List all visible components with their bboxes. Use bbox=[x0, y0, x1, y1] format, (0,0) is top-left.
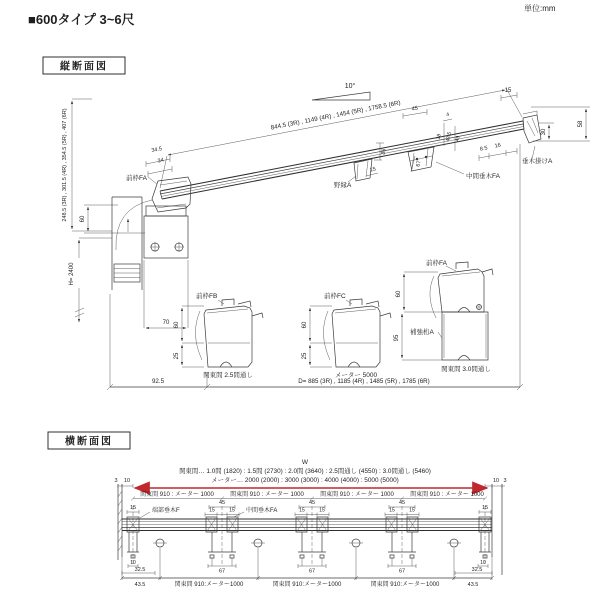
dim-front-height: 248.5 (3R) , 301.5 (4R) , 354.5 (5R) , 407 (6R) bbox=[62, 108, 68, 222]
dim-58: 58 bbox=[578, 120, 584, 128]
vertical-section-label bbox=[43, 57, 125, 74]
dim-8-5: 8.5 bbox=[479, 145, 489, 153]
span-b-2: 関東間 910:メーター1000 bbox=[272, 582, 342, 588]
dim-67-m3: 67 bbox=[398, 568, 406, 575]
dim-67-m2: 67 bbox=[308, 568, 316, 575]
dim-15-m3b: 15 bbox=[409, 507, 415, 514]
profile-fa-girder bbox=[394, 258, 493, 373]
dim-15-endR: 15 bbox=[481, 505, 489, 511]
dim-60-fb: 60 bbox=[174, 321, 180, 329]
post-height-dim bbox=[69, 238, 112, 322]
dim-15-top: 15 bbox=[504, 88, 512, 94]
vsec-bottom-dims bbox=[107, 144, 523, 390]
slope-angle: 10° bbox=[344, 83, 356, 90]
label-chukan-taruki-fa-h: 中間垂木FA bbox=[246, 508, 278, 514]
dim-43-5-L: 43.5 bbox=[134, 582, 146, 588]
span-dim-row bbox=[131, 490, 487, 501]
dim-slope-length: 844.5 (3R) , 1149 (4R) , 1454 (5R) , 1758.5 (6R) bbox=[270, 99, 402, 132]
w-label: W bbox=[301, 459, 309, 466]
page-title: ■600タイプ 3~6尺 bbox=[28, 12, 135, 27]
dim-32-5-R: 32.5 bbox=[471, 567, 483, 573]
dim-3-right: 3 bbox=[503, 478, 507, 484]
dim-60-left: 60 bbox=[80, 215, 86, 223]
vertical-section-title: 縦断面図 bbox=[60, 61, 108, 73]
dim-45-v: 45 bbox=[411, 105, 419, 113]
end-dims-left bbox=[122, 560, 155, 575]
dim-post-height: H= 2400 bbox=[69, 262, 75, 286]
end-rafter-left bbox=[127, 506, 139, 565]
bolt-circles bbox=[153, 539, 461, 547]
dim-15-endL: 15 bbox=[129, 505, 137, 511]
kanto-widths: 関東間… 1.0間 (1820) : 1.5間 (2730) : 2.0間 (3640) : 2.5間通し (4550) : 3.0間通し (5460) bbox=[179, 468, 431, 475]
dim-30: 30 bbox=[541, 128, 547, 136]
span-label-4: 関東間 910 : メーター 1000 bbox=[410, 492, 484, 498]
dim-10-bL: 10 bbox=[130, 560, 136, 566]
front-height-dim bbox=[62, 99, 112, 231]
dim-60-fa: 60 bbox=[396, 290, 402, 298]
page-header bbox=[28, 3, 556, 27]
dim-60-fc: 60 bbox=[302, 321, 308, 329]
mid-rafter-3 bbox=[385, 505, 419, 568]
caption-fb: 関東間 2.5間通し bbox=[203, 372, 253, 379]
label-hokyogeta-a: 補強桁A bbox=[410, 329, 434, 336]
dim-10-bR: 10 bbox=[480, 560, 486, 566]
dim-15-m1a: 15 bbox=[209, 507, 215, 514]
right-edge bbox=[485, 478, 507, 575]
dim-15-m1b: 15 bbox=[229, 507, 235, 514]
nobuchi-a bbox=[334, 143, 388, 189]
dim-16: 16 bbox=[494, 142, 502, 150]
span-label-2: 関東間 910 : メーター 1000 bbox=[230, 492, 304, 498]
dim-36: 36 bbox=[380, 148, 388, 156]
dim-45-m2: 45 bbox=[308, 500, 316, 506]
dim-15-m2b: 15 bbox=[319, 507, 325, 514]
caption-fc: メーター 5000 bbox=[334, 372, 378, 379]
horizontal-section-drawing bbox=[114, 459, 506, 588]
left-60-dim bbox=[80, 205, 145, 233]
label-chukan-taruki-fa: 中間垂木FA bbox=[466, 173, 500, 180]
width-table bbox=[179, 459, 431, 484]
dim-18: 18 bbox=[435, 133, 443, 141]
label-tarukigake-a: 垂木掛けA bbox=[522, 158, 553, 165]
horizontal-section-title: 横断面図 bbox=[65, 436, 113, 448]
label-maewaku-fa2: 前枠FA bbox=[426, 260, 447, 267]
caption-fa: 関東間 3.0間通し bbox=[441, 366, 491, 373]
dim-10-left: 10 bbox=[123, 478, 131, 484]
profile-fc bbox=[302, 291, 391, 379]
profile-fb bbox=[174, 291, 263, 379]
vertical-section-drawing bbox=[62, 82, 590, 390]
dim-45-m3: 45 bbox=[398, 500, 406, 506]
dim-45-m1: 45 bbox=[218, 500, 226, 506]
dim-95-fa: 95 bbox=[394, 334, 400, 342]
dim-25-fb: 25 bbox=[174, 352, 180, 360]
dim-43-5-R: 43.5 bbox=[467, 582, 479, 588]
front-edge-dims bbox=[146, 146, 172, 177]
dim-67-v: 67 bbox=[415, 160, 423, 168]
rafter-dim-texts bbox=[130, 500, 488, 575]
hsec-bottom-dims bbox=[120, 548, 494, 588]
dim-70: 70 bbox=[162, 320, 170, 326]
dim-3-left: 3 bbox=[114, 478, 118, 484]
span-b-1: 関東間 910:メーター1000 bbox=[174, 582, 244, 588]
mid-rafter-2 bbox=[295, 505, 329, 568]
dim-15-nobuchi: 15 bbox=[369, 166, 377, 174]
dim-49: 49 bbox=[454, 135, 462, 143]
span-label-3: 関東間 910 : メーター 1000 bbox=[320, 492, 394, 498]
dim-depth: D= 885 (3R) , 1185 (4R) , 1485 (5R) , 1785 (6R) bbox=[298, 378, 430, 385]
dim-32-5-L: 32.5 bbox=[134, 567, 146, 573]
end-dims-right bbox=[455, 560, 492, 575]
dim-10-right: 10 bbox=[492, 478, 500, 484]
dim-42-5: 42.5 bbox=[445, 131, 453, 143]
span-label-1: 関東間 910 : メーター 1000 bbox=[140, 492, 214, 498]
label-maewaku-fb: 前枠FB bbox=[196, 293, 218, 300]
label-nobuchi-a: 野縁A bbox=[334, 182, 352, 189]
dim-34-5: 34.5 bbox=[150, 146, 163, 154]
post-70-dim bbox=[144, 260, 188, 328]
meter-widths: メーター… 2000 (2000) : 3000 (3000) : 4000 (4000) : 5000 (5000) bbox=[211, 477, 399, 484]
dim-67-m1: 67 bbox=[218, 568, 226, 575]
label-maewaku-fa: 前枠FA bbox=[126, 175, 147, 182]
dim-15-m2a: 15 bbox=[299, 507, 305, 514]
dim-4: 4 bbox=[445, 111, 450, 119]
horizontal-section-label bbox=[48, 432, 130, 449]
dim-25-fc: 25 bbox=[302, 352, 308, 360]
dim-92-5: 92.5 bbox=[151, 378, 165, 385]
unit-note: 単位:mm bbox=[524, 4, 556, 13]
slope-indicator bbox=[312, 82, 370, 100]
mid-rafter-1 bbox=[205, 505, 239, 568]
wall-post bbox=[112, 197, 188, 290]
span-b-3: 関東間 910:メーター1000 bbox=[370, 582, 440, 588]
dim-34: 34 bbox=[157, 157, 165, 165]
label-maewaku-fc: 前枠FC bbox=[324, 293, 346, 300]
dim-15-m3a: 15 bbox=[389, 507, 395, 514]
label-tanbu-taruki-f: 端部垂木F bbox=[152, 508, 180, 514]
end-rafter-right bbox=[479, 506, 491, 565]
